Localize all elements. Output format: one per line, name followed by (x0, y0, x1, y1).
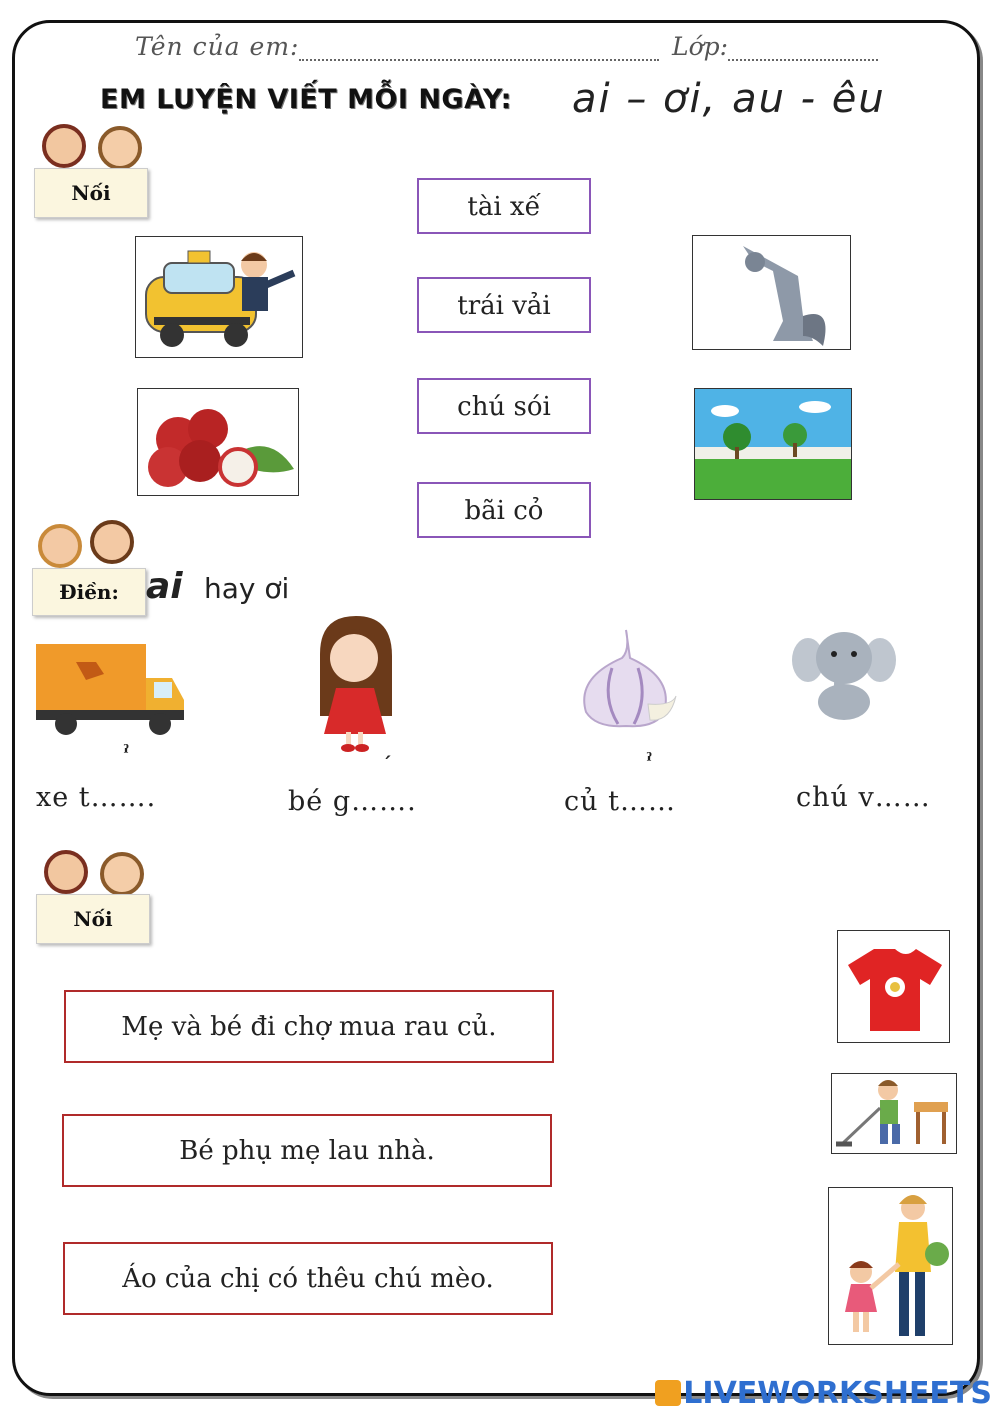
grass-field-picture[interactable] (694, 388, 852, 500)
boy-mopping-picture[interactable] (831, 1073, 957, 1154)
class-input-line[interactable] (728, 37, 878, 61)
liveworksheets-logo (655, 1376, 992, 1411)
name-field (135, 32, 659, 61)
page-title: EM LUYỆN VIẾT MỖI NGÀY: (100, 84, 512, 115)
fill-word-chu-voi[interactable]: chú v…… (796, 782, 931, 813)
kid-icon (44, 850, 88, 894)
tone-mark-sac: ´ (382, 752, 392, 776)
fill-word-xe-tai[interactable]: xe t……. (36, 782, 157, 813)
class-label: Lớp: (672, 32, 729, 61)
truck-picture (36, 638, 186, 742)
match-badge: Nối (36, 894, 150, 944)
fill-word-be-gai[interactable]: bé g……. (288, 786, 417, 817)
word-bai-co[interactable]: bãi cỏ (417, 482, 591, 538)
taxi-driver-picture[interactable] (135, 236, 303, 358)
name-input-line[interactable] (299, 37, 659, 61)
name-label: Tên của em: (135, 32, 300, 61)
mother-child-picture[interactable] (828, 1187, 953, 1345)
sentence-mopping[interactable]: Bé phụ mẹ lau nhà. (62, 1114, 552, 1187)
kid-icon (38, 524, 82, 568)
kid-icon (90, 520, 134, 564)
tone-mark-hoi: ˀ (123, 740, 130, 764)
word-tai-xe[interactable]: tài xế (417, 178, 591, 234)
fill-word-cu-toi[interactable]: củ t…… (564, 786, 676, 817)
rime-hay-oi: hay ơi (204, 572, 290, 605)
wolf-picture[interactable] (692, 235, 851, 350)
kids-badge-3 (34, 848, 154, 946)
kid-icon (42, 124, 86, 168)
liveworksheets-icon (655, 1380, 681, 1406)
logo-text: LIVEWORKSHEETS (683, 1376, 992, 1411)
fill-badge: Điền: (32, 568, 146, 616)
kid-icon (100, 852, 144, 896)
class-field (672, 32, 878, 61)
elephant-picture (792, 624, 896, 724)
kids-badge-1 (32, 122, 152, 220)
word-chu-soi[interactable]: chú sói (417, 378, 591, 434)
match-badge: Nối (34, 168, 148, 218)
word-trai-vai[interactable]: trái vải (417, 277, 591, 333)
rime-title: ai – ơi, au - êu (572, 76, 886, 122)
sentence-shirt[interactable]: Áo của chị có thêu chú mèo. (63, 1242, 553, 1315)
red-tshirt-picture[interactable] (837, 930, 950, 1043)
lychee-picture[interactable] (137, 388, 299, 496)
kids-badge-2 (30, 518, 150, 618)
sentence-market[interactable]: Mẹ và bé đi chợ mua rau củ. (64, 990, 554, 1063)
tone-mark-hoi: ˀ (646, 748, 653, 772)
girl-picture (310, 614, 396, 754)
garlic-picture (572, 628, 680, 728)
kid-icon (98, 126, 142, 170)
rime-ai: ai (146, 566, 183, 607)
